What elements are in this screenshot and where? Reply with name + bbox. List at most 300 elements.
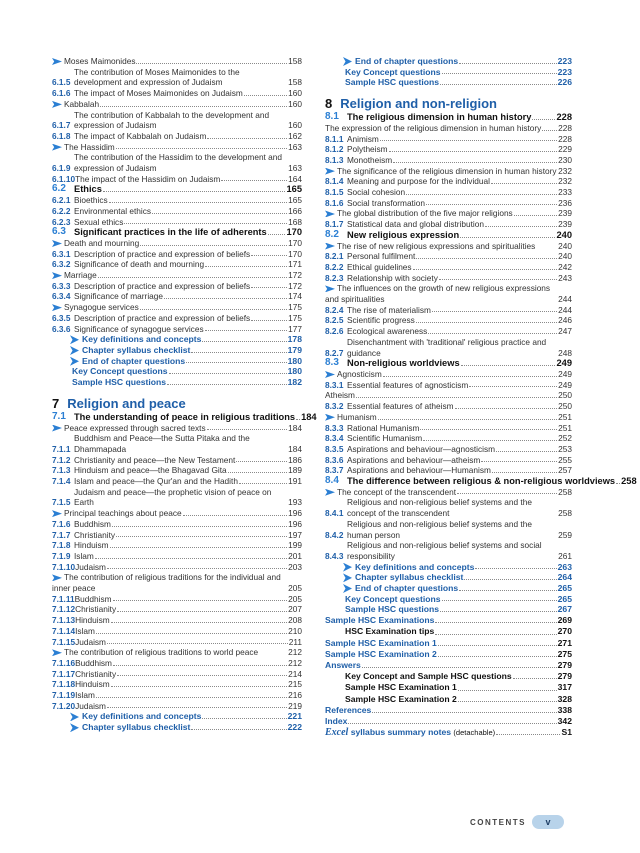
toc-feature-entry[interactable] — [52, 334, 302, 345]
entry-number: 6.3.1 — [52, 248, 71, 259]
dot-leader — [435, 622, 556, 623]
entry-number: 8.3.2 — [325, 401, 344, 412]
entry-title-text: Key definitions and concepts — [82, 334, 202, 345]
toc-back-matter-entry[interactable] — [325, 649, 572, 660]
dot-leader — [514, 215, 557, 216]
dot-leader — [111, 686, 287, 687]
toc-entry[interactable] — [325, 176, 572, 187]
entry-title — [70, 722, 190, 733]
toc-entry[interactable] — [52, 217, 302, 228]
entry-title-text: Ethical guidelines — [347, 261, 412, 272]
dot-leader — [296, 419, 300, 420]
page-number: 171 — [288, 259, 302, 270]
toc-entry[interactable] — [52, 238, 302, 249]
toc-entry[interactable] — [52, 270, 302, 281]
toc-entry[interactable] — [52, 249, 302, 260]
toc-entry[interactable] — [52, 604, 302, 615]
toc-feature-entry[interactable] — [325, 594, 572, 605]
entry-title: References — [325, 704, 372, 715]
toc-entry[interactable] — [52, 637, 302, 648]
entry-title — [325, 283, 558, 304]
toc-entry[interactable] — [52, 701, 302, 712]
dot-leader — [116, 148, 287, 149]
page-number: 251 — [558, 422, 572, 433]
entry-title — [347, 144, 388, 155]
arrow-marker-icon — [325, 285, 335, 292]
toc-section-entry[interactable] — [325, 358, 572, 369]
entry-title — [70, 334, 201, 345]
toc-entry[interactable] — [52, 690, 302, 701]
dot-leader — [438, 645, 557, 646]
dot-leader — [183, 515, 288, 516]
toc-back-matter-entry[interactable] — [325, 694, 572, 705]
entry-title — [325, 166, 558, 177]
toc-entry[interactable] — [52, 562, 302, 573]
page-number: 214 — [288, 668, 302, 679]
entry-title — [74, 206, 151, 217]
toc-entry[interactable] — [52, 152, 302, 173]
toc-entry[interactable] — [325, 144, 572, 155]
dot-leader — [239, 483, 287, 484]
entry-title — [75, 174, 220, 185]
arrow-marker-icon — [52, 304, 62, 311]
page-number: 163 — [288, 141, 302, 152]
toc-entry[interactable] — [325, 455, 572, 466]
toc-entry[interactable] — [52, 455, 302, 466]
dot-leader — [416, 258, 557, 259]
toc-entry[interactable] — [325, 208, 572, 219]
entry-title-text: The contribution of religious traditions to world peace — [64, 647, 259, 658]
entry-title — [52, 647, 288, 658]
entry-title: Sample HSC Examinations — [325, 615, 435, 626]
toc-entry[interactable] — [52, 174, 302, 185]
entry-title-text: The concept of the transcendent — [337, 486, 457, 497]
entry-title — [75, 690, 95, 701]
dot-leader — [440, 84, 557, 85]
toc-entry[interactable] — [325, 487, 572, 498]
page-number: 174 — [288, 291, 302, 302]
page-number: 338 — [557, 704, 572, 715]
toc-entry[interactable] — [52, 433, 302, 454]
page-number: 196 — [288, 518, 302, 529]
chapter-title: Religion and non-religion — [340, 96, 497, 112]
dot-leader — [616, 483, 620, 484]
page-number: 265 — [557, 583, 572, 594]
toc-entry[interactable] — [52, 519, 302, 530]
toc-back-matter-entry[interactable] — [325, 682, 572, 693]
dot-leader — [438, 656, 557, 657]
entry-title: The understanding of peace in religious traditions — [74, 411, 296, 422]
toc-entry-link[interactable] — [325, 727, 572, 738]
entry-title — [74, 465, 227, 476]
entry-title-text: Kabbalah — [64, 98, 100, 109]
toc-feature-entry[interactable] — [52, 711, 302, 722]
toc-entry[interactable] — [52, 423, 302, 434]
dot-leader — [111, 622, 287, 623]
entry-number: 8.3.1 — [325, 379, 344, 390]
section-number: 6.3 — [52, 226, 66, 238]
section-number: 6.2 — [52, 183, 66, 195]
entry-number: 7.1.5 — [52, 497, 71, 508]
toc-entry[interactable] — [325, 262, 572, 273]
toc-back-matter-entry[interactable] — [325, 660, 572, 671]
entry-number: 7.1.17 — [52, 668, 76, 679]
toc-entry[interactable] — [52, 131, 302, 142]
toc-entry[interactable] — [325, 155, 572, 166]
arrow-marker-icon — [325, 489, 335, 496]
entry-number: 8.2.2 — [325, 261, 344, 272]
toc-entry[interactable] — [52, 465, 302, 476]
dot-leader — [113, 600, 288, 601]
entry-title — [347, 444, 495, 455]
toc-entry[interactable] — [52, 291, 302, 302]
toc-entry[interactable] — [325, 390, 572, 401]
toc-entry[interactable] — [325, 198, 572, 209]
toc-entry[interactable] — [52, 572, 302, 593]
toc-back-matter-entry[interactable] — [325, 638, 572, 649]
entry-title — [347, 262, 412, 273]
dot-leader — [117, 611, 287, 612]
toc-entry[interactable] — [52, 67, 302, 88]
toc-entry[interactable] — [52, 110, 302, 131]
entry-title — [347, 455, 480, 466]
entry-title: Ethics — [74, 184, 102, 195]
toc-entry[interactable] — [52, 259, 302, 270]
dot-leader — [460, 237, 555, 238]
entry-title — [75, 679, 110, 690]
chapter-heading — [52, 396, 302, 412]
entry-title — [52, 142, 115, 153]
entry-number: 8.3.6 — [325, 454, 344, 465]
entry-title-text: Monotheism — [347, 154, 393, 165]
toc-entry[interactable] — [325, 465, 572, 476]
toc-feature-entry[interactable] — [325, 56, 572, 67]
arrow-marker-icon — [52, 272, 62, 279]
entry-number: 6.3.5 — [52, 312, 71, 323]
toc-entry[interactable] — [52, 626, 302, 637]
dot-leader — [251, 287, 287, 288]
dot-leader — [167, 384, 287, 385]
entry-number: 7.1.19 — [52, 690, 76, 701]
toc-entry[interactable] — [52, 508, 302, 519]
entry-number: 8.1.3 — [325, 154, 344, 165]
entry-title: Non-religious worldviews — [347, 358, 460, 369]
entry-title-text: Essential features of agnosticism — [347, 379, 469, 390]
entry-number: 8.2.3 — [325, 272, 344, 283]
dot-leader — [205, 330, 288, 331]
page-number: 196 — [288, 508, 302, 519]
entry-number: 8.3.4 — [325, 433, 344, 444]
toc-entry[interactable] — [325, 412, 572, 423]
toc-section-entry[interactable] — [325, 230, 572, 241]
arrow-marker-icon — [52, 58, 62, 65]
entry-number: 6.3.2 — [52, 259, 71, 270]
toc-section-entry[interactable] — [52, 184, 302, 195]
section-number: 8.4 — [325, 475, 339, 487]
toc-entry[interactable] — [52, 594, 302, 605]
dot-leader — [461, 365, 556, 366]
entry-title-text: The impact of Kabbalah on Judaism — [74, 130, 207, 141]
arrow-marker-icon — [325, 371, 335, 378]
entry-title-text: Disenchantment with 'traditional' religious practice and guidance — [347, 336, 547, 358]
toc-entry[interactable] — [52, 530, 302, 541]
dot-leader — [372, 712, 556, 713]
entry-title — [347, 519, 558, 540]
toc-entry[interactable] — [52, 302, 302, 313]
dot-leader — [124, 223, 287, 224]
toc-feature-entry[interactable] — [325, 77, 572, 88]
entry-title-text: Christianity — [74, 529, 116, 540]
entry-title-text: syllabus summary notes — [350, 727, 452, 738]
dot-leader — [205, 266, 287, 267]
entry-number: 8.2.1 — [325, 251, 344, 262]
page-number: 160 — [288, 98, 302, 109]
toc-entry[interactable] — [325, 380, 572, 391]
page-number: 251 — [558, 411, 572, 422]
toc-back-matter-entry[interactable] — [325, 626, 572, 637]
toc-entry[interactable] — [52, 206, 302, 217]
toc-back-matter-entry[interactable] — [325, 671, 572, 682]
toc-entry[interactable] — [325, 326, 572, 337]
entry-title — [74, 67, 288, 88]
entry-number: 7.1.6 — [52, 518, 71, 529]
dot-leader — [492, 472, 557, 473]
toc-entry[interactable] — [325, 423, 572, 434]
toc-entry[interactable] — [325, 337, 572, 358]
entry-title-text: Judaism and peace—the prophetic vision of peace on Earth — [74, 486, 272, 508]
page-number: 243 — [558, 272, 572, 283]
toc-entry[interactable] — [52, 195, 302, 206]
toc-entry[interactable] — [325, 540, 572, 561]
page-number: 180 — [287, 355, 302, 366]
toc-feature-entry[interactable] — [52, 377, 302, 388]
toc-entry[interactable] — [52, 313, 302, 324]
entry-title-text: Islam — [75, 690, 95, 701]
entry-title-text: Ecological awareness — [347, 326, 428, 337]
entry-title — [52, 238, 139, 249]
entry-title-text: The contribution of Moses Maimonides to the development and expression of Judaism — [74, 66, 240, 88]
toc-entry[interactable] — [325, 219, 572, 230]
dot-leader — [416, 322, 557, 323]
entry-title-text: Description of practice and expression of beliefs — [74, 280, 251, 291]
toc-feature-entry[interactable] — [325, 67, 572, 78]
entry-number: 8.1.1 — [325, 133, 344, 144]
toc-section-entry[interactable] — [325, 475, 637, 487]
dot-leader — [98, 277, 287, 278]
dot-leader — [383, 376, 557, 377]
toc-entry[interactable] — [325, 123, 572, 134]
page-number: 184 — [288, 443, 302, 454]
toc-entry[interactable] — [52, 551, 302, 562]
entry-number: 6.1.9 — [52, 163, 71, 174]
toc-entry[interactable] — [325, 305, 572, 316]
toc-feature-entry[interactable] — [325, 583, 572, 594]
dot-leader — [496, 734, 560, 735]
page-number: 249 — [558, 368, 572, 379]
entry-title-text: Aspirations and behaviour—agnosticism — [347, 443, 496, 454]
toc-back-matter-entry[interactable] — [325, 615, 572, 626]
toc-entry[interactable] — [52, 99, 302, 110]
page-number: 175 — [288, 302, 302, 313]
entry-title — [52, 302, 139, 313]
entry-title-text: Statistical data and global distribution — [347, 219, 484, 230]
toc-entry[interactable] — [325, 187, 572, 198]
entry-number: 6.3.3 — [52, 280, 71, 291]
toc-entry[interactable] — [52, 476, 302, 487]
toc-entry[interactable] — [325, 166, 572, 177]
entry-title-text: Religious and non-religious belief systems and the concept of the transcendent — [347, 497, 532, 519]
arrow-marker-icon — [343, 573, 352, 582]
arrow-marker-icon — [52, 101, 62, 108]
page-number: 240 — [558, 240, 572, 251]
entry-title-text: Sexual ethics — [74, 216, 124, 227]
toc-entry[interactable] — [52, 487, 302, 508]
toc-entry[interactable] — [325, 315, 572, 326]
entry-number: 8.4.2 — [325, 529, 344, 540]
entry-number: 7.1.2 — [52, 454, 71, 465]
toc-entry[interactable] — [325, 251, 572, 262]
entry-title-text: Scientific progress — [347, 315, 415, 326]
entry-number: 8.1.5 — [325, 187, 344, 198]
toc-entry[interactable] — [52, 658, 302, 669]
entry-title-text: Animism — [347, 133, 379, 144]
page-number: 211 — [288, 636, 302, 647]
toc-entry[interactable] — [325, 444, 572, 455]
entry-title — [74, 195, 108, 206]
toc-feature-entry[interactable] — [52, 366, 302, 377]
arrow-marker-icon — [70, 723, 79, 732]
entry-title-text: Key definitions and concepts — [82, 711, 202, 722]
toc-entry[interactable] — [52, 647, 302, 658]
toc-section-entry[interactable] — [52, 410, 317, 423]
arrow-marker-icon — [52, 574, 62, 581]
dot-leader — [251, 255, 287, 256]
toc-entry[interactable] — [52, 88, 302, 99]
entry-title-text: Sample HSC questions — [345, 77, 440, 88]
dot-leader — [481, 461, 557, 462]
toc-entry[interactable] — [52, 56, 302, 67]
dot-leader — [107, 568, 287, 569]
toc-entry[interactable] — [52, 142, 302, 153]
entry-number: 6.1.5 — [52, 77, 71, 88]
dot-leader — [96, 697, 287, 698]
entry-title: Sample HSC Examination 1 — [325, 637, 437, 648]
toc-entry[interactable] — [52, 281, 302, 292]
toc-entry[interactable] — [52, 540, 302, 551]
page-number: 165 — [286, 184, 302, 195]
entry-number: 7.1.9 — [52, 550, 71, 561]
page-number: 275 — [557, 648, 572, 659]
entry-title-text: The impact of Moses Maimonides on Judaism — [74, 88, 243, 99]
entry-title-text: Bioethics — [74, 195, 108, 206]
toc-feature-entry[interactable] — [52, 345, 302, 356]
toc-entry[interactable] — [325, 241, 572, 252]
page-number: 164 — [288, 173, 302, 184]
dot-leader — [348, 723, 556, 724]
page-number: 178 — [287, 334, 302, 345]
entry-title-text: Islam — [75, 625, 95, 636]
toc-feature-entry[interactable] — [325, 604, 572, 615]
page-number: 215 — [288, 679, 302, 690]
toc-entry[interactable] — [325, 283, 572, 304]
entry-number: 6.1.7 — [52, 120, 71, 131]
toc-entry[interactable] — [325, 134, 572, 145]
entry-title-text: Chapter syllabus checklist — [355, 572, 464, 583]
entry-title-text: Scientific Humanism — [347, 433, 423, 444]
entry-title — [75, 637, 106, 648]
entry-title — [345, 77, 439, 88]
entry-title — [52, 572, 288, 593]
chapter-number: 8 — [325, 96, 333, 112]
entry-title-text: The influences on the growth of new religious expressions and spiritualities — [325, 283, 551, 305]
entry-title — [325, 390, 355, 401]
toc-back-matter-entry[interactable] — [325, 716, 572, 727]
dot-leader — [169, 373, 287, 374]
toc-entry[interactable] — [325, 433, 572, 444]
toc-entry[interactable] — [52, 615, 302, 626]
toc-entry[interactable] — [52, 679, 302, 690]
dot-leader — [107, 707, 287, 708]
dot-leader — [442, 600, 557, 601]
page-number: 328 — [557, 693, 572, 704]
entry-title — [72, 377, 166, 388]
toc-entry[interactable] — [325, 401, 572, 412]
entry-title: Sample HSC Examination 1 — [345, 682, 457, 693]
entry-title-text: Chapter syllabus checklist — [82, 722, 191, 733]
entry-title-text: Description of practice and expression of beliefs — [74, 248, 251, 259]
toc-feature-entry[interactable] — [325, 562, 572, 573]
arrow-marker-icon — [52, 649, 62, 656]
entry-title: Key Concept and Sample HSC questions — [345, 671, 512, 682]
entry-title — [74, 455, 235, 466]
entry-title-text: Hinduism — [75, 679, 110, 690]
entry-title-text: Sample HSC questions — [345, 604, 440, 615]
entry-title — [74, 476, 238, 487]
toc-feature-entry[interactable] — [325, 572, 572, 583]
entry-title-text: End of chapter questions — [355, 56, 459, 66]
entry-title-text: Buddhism — [74, 518, 111, 529]
dot-leader — [103, 191, 286, 192]
page-number: 236 — [558, 197, 572, 208]
toc-feature-entry[interactable] — [52, 722, 302, 733]
toc-entry[interactable] — [325, 273, 572, 284]
toc-entry[interactable] — [325, 369, 572, 380]
entry-title — [347, 497, 558, 518]
entry-title — [74, 324, 204, 335]
entry-title-text: Atheism — [325, 390, 355, 401]
page-number: 177 — [288, 323, 302, 334]
toc-entry[interactable] — [52, 669, 302, 680]
entry-title — [345, 604, 439, 615]
arrow-marker-icon — [70, 712, 79, 721]
toc-feature-entry[interactable] — [52, 356, 302, 367]
entry-title — [75, 604, 116, 615]
toc-entry[interactable] — [325, 519, 572, 540]
page-number: 205 — [288, 583, 302, 594]
page-number: 267 — [557, 604, 572, 615]
toc-section-entry[interactable] — [52, 227, 302, 238]
dot-leader — [458, 701, 557, 702]
entry-title — [347, 380, 468, 391]
entry-title — [347, 305, 431, 316]
toc-entry[interactable] — [325, 497, 572, 518]
toc-section-entry[interactable] — [325, 112, 572, 123]
toc-back-matter-entry[interactable] — [325, 705, 572, 716]
page-number: 226 — [557, 77, 572, 88]
toc-entry[interactable] — [52, 324, 302, 335]
page-number: 240 — [558, 251, 572, 262]
arrow-marker-icon — [343, 563, 352, 572]
